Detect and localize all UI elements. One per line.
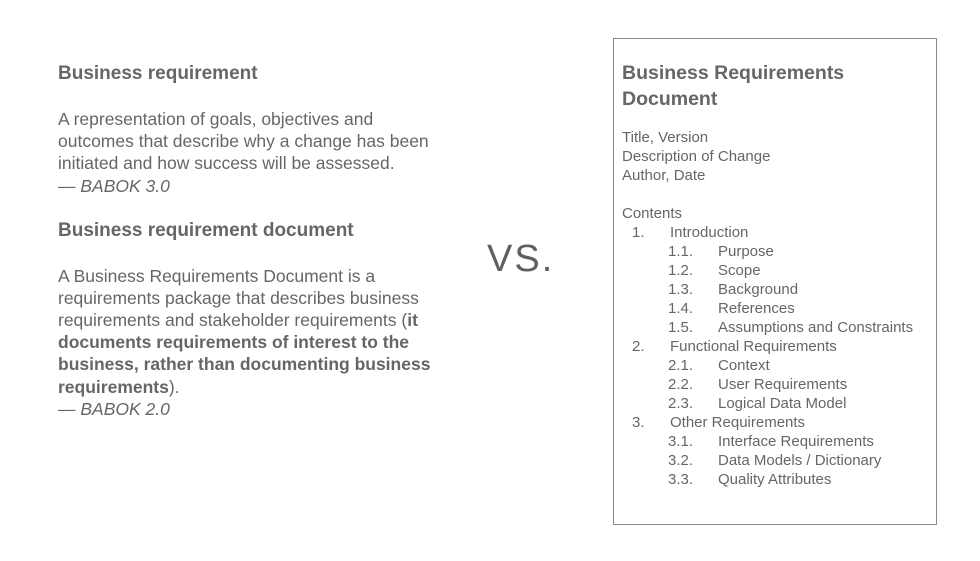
toc-subsection [622, 299, 932, 318]
brd-meta [622, 128, 932, 185]
toc-section [622, 223, 932, 242]
definition-text-start: A Business Requirements Document is a requirements package that describes business requirements and stakeholder requirements ( [58, 265, 419, 331]
business-requirement-document-definition [58, 265, 438, 398]
business-requirement-document-heading: Business requirement document [58, 219, 354, 241]
toc-subsection [622, 375, 932, 394]
toc-number: 1.4. [668, 300, 694, 317]
table-of-contents [622, 223, 932, 489]
toc-number: 3.3. [668, 471, 694, 488]
brd-outline-content [622, 60, 932, 489]
toc-subsection [622, 318, 932, 337]
toc-label: Interface Requirements [718, 433, 874, 450]
toc-label: Background [718, 281, 799, 298]
definitions-column [58, 62, 438, 420]
babok-3-citation: — BABOK 3.0 [58, 175, 170, 196]
toc-subsection [622, 470, 932, 489]
toc-section [622, 413, 932, 432]
toc-number: 1.5. [668, 319, 694, 336]
versus-label: VS. [487, 238, 555, 280]
toc-label: Functional Requirements [670, 338, 837, 355]
definition-text-emphasis: it documents requirements of interest to the business, rather than documenting business requirements [58, 310, 431, 397]
toc-subsection [622, 394, 932, 413]
brd-title: Business Requirements Document [622, 62, 845, 110]
toc-subsection [622, 356, 932, 375]
meta-line: Title, Version [622, 129, 709, 146]
toc-label: Data Models / Dictionary [718, 452, 882, 469]
toc-subsection [622, 242, 932, 261]
toc-label: Introduction [670, 224, 749, 241]
contents-label: Contents [622, 205, 683, 222]
babok-2-citation: — BABOK 2.0 [58, 398, 170, 419]
brd-outline-box [613, 38, 937, 525]
toc-label: References [718, 300, 795, 317]
toc-number: 2.3. [668, 395, 694, 412]
toc-number: 2. [632, 338, 645, 355]
toc-number: 3.1. [668, 433, 694, 450]
meta-line: Author, Date [622, 167, 706, 184]
toc-subsection [622, 432, 932, 451]
toc-label: User Requirements [718, 376, 848, 393]
toc-label: Logical Data Model [718, 395, 847, 412]
toc-number: 2.2. [668, 376, 694, 393]
toc-label: Quality Attributes [718, 471, 832, 488]
toc-number: 1.3. [668, 281, 694, 298]
toc-number: 3. [632, 414, 645, 431]
toc-number: 1. [632, 224, 645, 241]
toc-subsection [622, 261, 932, 280]
toc-subsection [622, 280, 932, 299]
meta-line: Description of Change [622, 148, 771, 165]
toc-label: Scope [718, 262, 761, 279]
toc-label: Other Requirements [670, 414, 806, 431]
toc-number: 3.2. [668, 452, 694, 469]
toc-number: 1.2. [668, 262, 694, 279]
business-requirement-heading: Business requirement [58, 63, 258, 84]
toc-number: 2.1. [668, 357, 694, 374]
definition-text-end: ). [168, 376, 180, 397]
toc-label: Assumptions and Constraints [718, 319, 914, 336]
business-requirement-definition: A representation of goals, objectives and outcomes that describe why a change has been initiated and how success will be assessed. [58, 109, 429, 174]
toc-label: Context [718, 357, 770, 374]
toc-label: Purpose [718, 243, 774, 260]
toc-number: 1.1. [668, 243, 694, 260]
toc-subsection [622, 451, 932, 470]
toc-section [622, 337, 932, 356]
